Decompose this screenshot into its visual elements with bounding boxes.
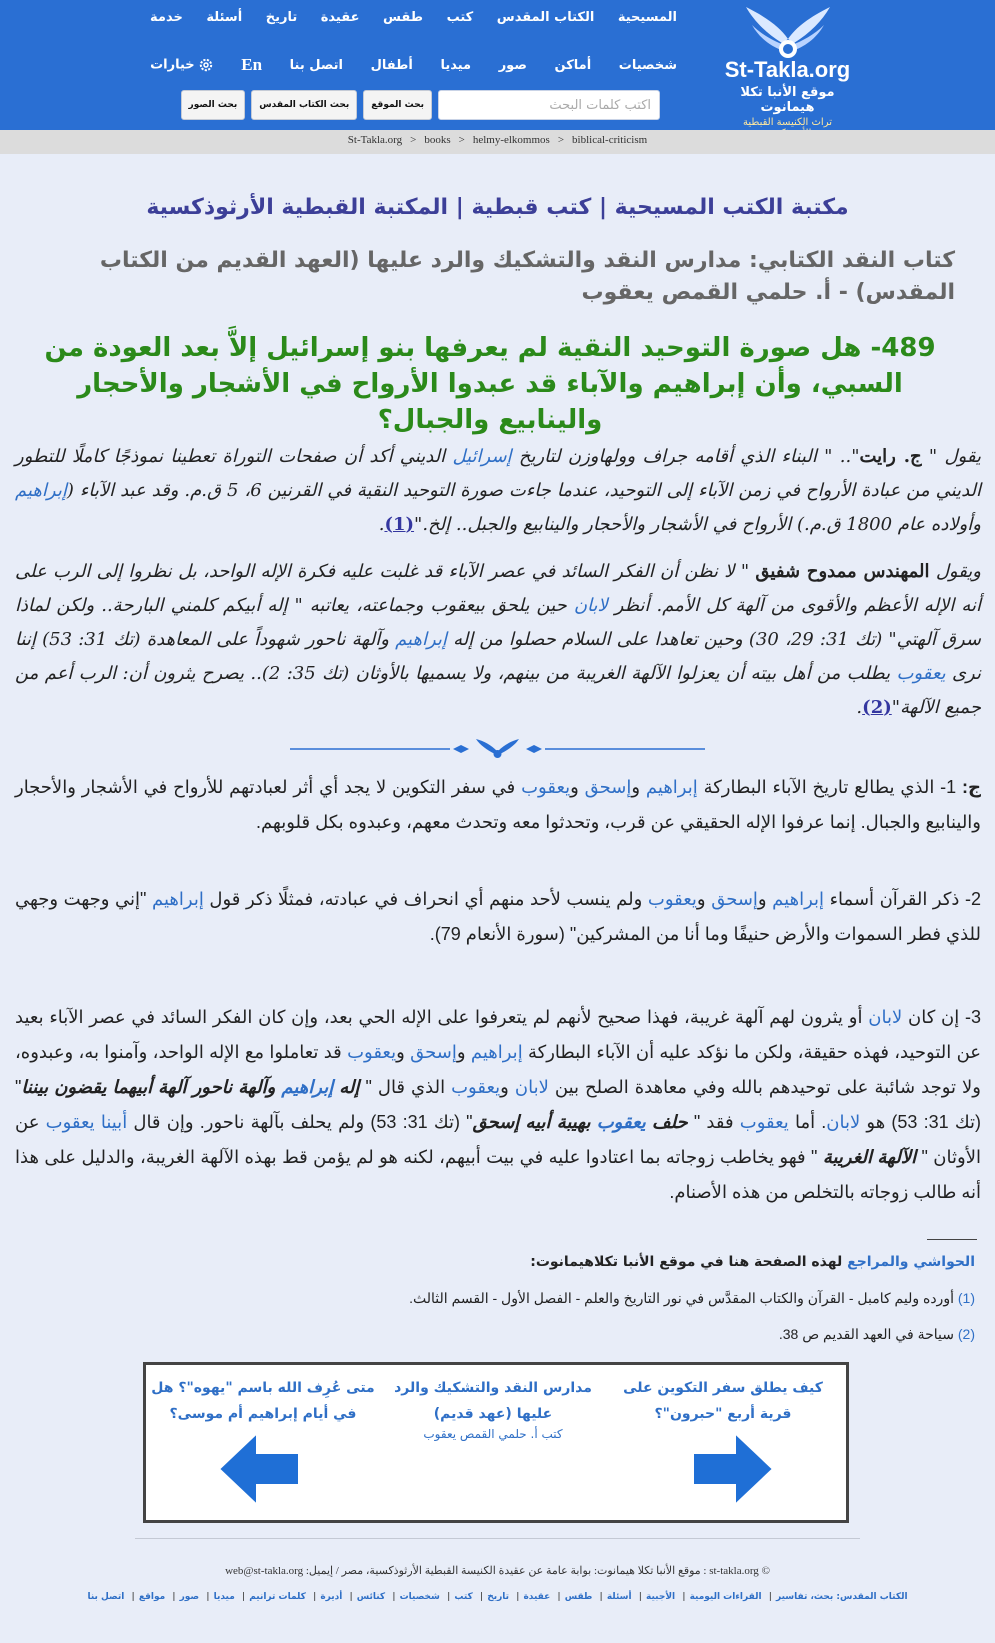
link-abraham[interactable]: إبراهيم xyxy=(152,889,204,909)
footer-separator: | xyxy=(241,1592,246,1602)
gear-icon xyxy=(198,57,214,73)
book-title: كتاب النقد الكتابي: مدارس النقد والتشكيك والرد عليها (العهد القديم من الكتاب المقدس) - أ. حلمي القمص يعقوب xyxy=(99,248,955,305)
footer-copyright-text: © st-takla.org : موقع الأنبا تكلا هيمانوت: بوابة عامة عن عقيدة الكنيسة القبطية الأرثوذكسية، مصر / إيميل: xyxy=(303,1565,770,1577)
text: " (تك 31: 53) هو xyxy=(15,1077,982,1132)
nav-media[interactable]: ميديا xyxy=(440,57,472,73)
nav-history[interactable]: تاريخ xyxy=(265,10,298,25)
quote-text: بهيبة أبيه إسحق xyxy=(472,1112,597,1132)
footer-separator: | xyxy=(682,1592,686,1602)
text: و xyxy=(500,1077,515,1097)
link-jacob[interactable]: يعقوب xyxy=(521,777,571,797)
footer-separator: | xyxy=(479,1592,484,1602)
text: وأولاده عام 1800 ق.م.) الأرواح في الأشجار والأحجار والينابيع والجبل.. إلخ." xyxy=(414,514,981,535)
nav-options-label: خيارات xyxy=(150,57,195,73)
quoted-author: ج. رايت xyxy=(859,446,922,467)
footer-email-link[interactable]: web@st-takla.org xyxy=(225,1565,304,1577)
breadcrumb-separator: > xyxy=(557,134,565,146)
text: . أما xyxy=(788,1112,827,1132)
footer-separator: | xyxy=(447,1592,451,1602)
footnote-number: (2) xyxy=(957,1326,975,1342)
quote-text: إله xyxy=(333,1077,360,1097)
text: و xyxy=(696,889,712,909)
text: و xyxy=(570,777,585,797)
text: ".. " البناء الذي أقامه جراف وولهاوزن لتاريخ xyxy=(511,446,860,467)
link-israel[interactable]: إسرائيل xyxy=(452,446,512,467)
text: 3- إن كان xyxy=(902,1007,981,1027)
link-isaac[interactable]: إسحق xyxy=(711,889,758,909)
text: عن الأوثان " xyxy=(15,1112,981,1167)
quote-text: حلف xyxy=(645,1112,688,1132)
arrow-right-icon[interactable] xyxy=(690,1430,776,1508)
link-jacob[interactable]: يعقوب xyxy=(451,1077,501,1097)
text: و xyxy=(757,889,773,909)
link-abraham[interactable]: إبراهيم xyxy=(281,1077,334,1097)
footer-link-monasteries[interactable]: أديرة xyxy=(320,1592,343,1602)
quoted-author: المهندس ممدوح شفيق xyxy=(755,561,930,582)
text: الديني أكد أن صفحات التوراة تعطينا نموذجًا كاملًا للتطور الديني من عبادة الأرواح في زمن الآباء إلى التوحيد، عندما جاءت صورة التوحيد النقية في القرنين 6، 5 ق.م. وقد عبد الآباء ( xyxy=(15,446,982,501)
link-abraham[interactable]: إبراهيم xyxy=(645,777,698,797)
text: يقول " xyxy=(921,446,981,467)
footer-separator: | xyxy=(206,1592,210,1602)
text: "إني وجهت وجهي للذي فطر السموات والأرض حنيفًا وما أنا من المشركين" (سورة الأنعام 79). xyxy=(15,889,981,944)
footer-copyright xyxy=(0,1564,995,1577)
breadcrumb-bar xyxy=(0,130,995,154)
text: " لا نظن أن الفكر السائد في عصر الآباء قد غلبت عليه فكرة الإله الواحد، بل نظروا إلى الرب على أنه الإله الأعظم والأقوى من آلهة كل الأمم. أنظر xyxy=(15,561,981,616)
link-laban[interactable]: لابان xyxy=(573,595,608,616)
footer-links xyxy=(0,1592,995,1602)
quote-text: الآلهة الغريبة xyxy=(822,1147,917,1167)
next-article-link[interactable]: كيف يطلق سفر التكوين على قرية أربع "حبرون"؟ xyxy=(623,1380,823,1422)
footer-separator: | xyxy=(172,1592,176,1602)
breadcrumb-author[interactable]: helmy-elkommos xyxy=(472,134,550,146)
footnote-ref-1[interactable]: (1) xyxy=(384,514,415,535)
nav-questions[interactable]: أسئلة xyxy=(206,10,243,25)
search-site-button[interactable]: بحث الموقع xyxy=(363,90,432,120)
breadcrumb-book[interactable]: biblical-criticism xyxy=(572,134,648,146)
text: حين يلحق بيعقوب وجماعته، يعاتبه " إله أبيكم كلمني البارحة.. ولكن لماذا سرق آلهتي" (تك 31: 29، 30) وحين تعاهدا على السلام حصلوا من إله xyxy=(15,595,982,650)
text: و xyxy=(456,1042,471,1062)
link-isaac[interactable]: إسحق xyxy=(584,777,632,797)
nav-christianity[interactable]: المسيحية xyxy=(617,10,677,25)
site-header xyxy=(0,0,995,130)
footer-link-characters[interactable]: شخصيات xyxy=(399,1592,440,1602)
nav-english[interactable]: En xyxy=(241,55,263,74)
brand-tagline: تراث الكنيسة القبطية xyxy=(743,117,832,128)
answer-paragraph-3 xyxy=(15,1000,981,1210)
article-navigation xyxy=(143,1362,849,1523)
link-isaac[interactable]: إسحق xyxy=(410,1042,457,1062)
text: و xyxy=(396,1042,411,1062)
footer-separator: | xyxy=(392,1592,396,1602)
search-input[interactable] xyxy=(438,90,660,120)
nav-characters[interactable]: شخصيات xyxy=(618,57,677,73)
footnotes-heading xyxy=(530,1254,975,1270)
text: و xyxy=(631,777,646,797)
nav-dogma[interactable]: عقيدة xyxy=(320,10,360,25)
previous-article-link[interactable]: متى عُرِف الله باسم "يهوه"؟ هل في أيام إبراهيم أم موسى؟ xyxy=(151,1380,375,1422)
text: وآلهة ناحور شهوداً على المعاهدة (تك 31: 53) إننا نرى xyxy=(15,629,981,684)
footer-link-history[interactable]: تاريخ xyxy=(487,1592,510,1602)
footer-separator: | xyxy=(768,1592,772,1602)
breadcrumb-separator: > xyxy=(458,134,465,146)
previous-article xyxy=(148,1375,378,1427)
footnote-ref-2[interactable]: (2) xyxy=(862,697,892,718)
text: 1- الذي يطالع تاريخ الآباء البطاركة xyxy=(697,777,963,797)
nav-options[interactable] xyxy=(150,57,214,73)
brand-subtitle: موقع الأنبا تكلا هيمانوت xyxy=(740,85,835,115)
text: . xyxy=(378,514,385,535)
breadcrumb-home[interactable]: St-Takla.org xyxy=(347,134,403,146)
footer-separator: | xyxy=(638,1592,643,1602)
footer-link-media[interactable]: ميديا xyxy=(213,1592,235,1602)
nav-books[interactable]: كتب xyxy=(446,10,474,25)
arrow-left-icon[interactable] xyxy=(216,1430,302,1508)
text: يطلب من أهل بيته أن يعزلوا الآلهة الغريبة من بينهم، ولا يسميها بالأوثان (تك 35: 2).. يصرح يثرون أن: الرب أعم من جميع الآلهة" xyxy=(15,663,981,718)
footer-link-pictures[interactable]: صور xyxy=(179,1592,200,1602)
link-laban[interactable]: لابان xyxy=(826,1112,861,1132)
footer-separator: | xyxy=(516,1592,520,1602)
winged-logo-icon xyxy=(740,5,836,63)
nav-rites[interactable]: طقس xyxy=(383,10,424,25)
footnotes-heading-link[interactable]: الحواشي والمراجع xyxy=(847,1254,975,1270)
footer-link-bible[interactable]: الكتاب المقدس: بحث، تفاسير xyxy=(775,1592,908,1602)
breadcrumb-books[interactable]: books xyxy=(424,134,451,146)
footer-link-questions[interactable]: أسئلة xyxy=(606,1592,632,1602)
text: " (تك 31: 53) ولم يحلف بآلهة ناحور. وإن قال xyxy=(127,1112,473,1132)
answer-label: ج: xyxy=(962,777,981,797)
link-jacob[interactable]: يعقوب xyxy=(596,1112,646,1132)
footnote-2 xyxy=(779,1326,975,1343)
link-our-father-jacob[interactable]: أبينا يعقوب xyxy=(45,1112,128,1132)
quote-text: وآلهة ناحور آلهة أبيهما يقضون بيننا xyxy=(21,1077,282,1097)
footer-separator: | xyxy=(131,1592,135,1602)
paragraph-1 xyxy=(15,440,981,542)
paragraph-2 xyxy=(15,555,981,725)
link-jacob[interactable]: يعقوب xyxy=(347,1042,397,1062)
book-author: كتب أ. حلمي القمص يعقوب xyxy=(423,1427,563,1441)
text: " فهو يخاطب زوجاته بما اعتادوا عليه في بيت أبيهم، لكنه هو لم يؤمن قط بهذه الآلهة الغريبة، والدليل على هذا أنه طالب زوجاته بالتخلص من هذه الأصنام. xyxy=(15,1147,981,1202)
breadcrumb-separator: > xyxy=(410,134,417,146)
text: أو يثرون لهم آلهة غريبة، فهذا صحيح لأنهم لم يتعرفوا على الإله الحي بعد، وإن كان الفكر السائد في عصر الآباء بعيد عن التوحيد، فهذه حقيقة، ولكن ما نؤكد عليه أن الآباء البطاركة xyxy=(15,1007,982,1062)
link-abraham[interactable]: إبراهيم xyxy=(470,1042,523,1062)
link-laban[interactable]: لابان xyxy=(514,1077,549,1097)
nav-contact[interactable]: اتصل بنا xyxy=(289,57,344,73)
text: فقد " xyxy=(687,1112,740,1132)
site-logo[interactable] xyxy=(720,5,855,128)
brand-name: St-Takla.org xyxy=(724,57,851,82)
footer-link-churches[interactable]: كنائس xyxy=(356,1592,386,1602)
text: ويقول xyxy=(929,561,982,582)
footer-link-hymn-lyrics[interactable]: كلمات ترانيم xyxy=(249,1592,306,1602)
text: قد تعاملوا مع الإله الواحد، وآمنوا به، وعبدوه، ولا توجد شائبة على توحيدهم بالله وفي معاهدة الصلح بين xyxy=(15,1042,981,1097)
main-nav-row-2 xyxy=(150,55,677,75)
footer-link-websites[interactable]: مواقع xyxy=(138,1592,166,1602)
text: ولم ينسب لأحد منهم أي انحراف في عبادته، فمثلًا ذكر قول xyxy=(203,889,648,909)
question-title: 489- هل صورة التوحيد النقية لم يعرفها بنو إسرائيل إلاَّ بعد العودة من السبي، وأن إبراهيم والآباء قد عبدوا الأرواح في الأشجار والأحجار والينابيع والجبال؟ xyxy=(44,333,936,435)
footnotes-rule xyxy=(927,1239,977,1240)
answer-paragraph-1 xyxy=(15,770,981,840)
link-abraham[interactable]: إبراهيم xyxy=(772,889,825,909)
next-article xyxy=(608,1375,838,1427)
search-bible-button[interactable]: بحث الكتاب المقدس xyxy=(251,90,357,120)
footnotes-heading-text: لهذه الصفحة هنا في موقع الأنبا تكلاهيمانوت: xyxy=(530,1254,848,1270)
library-title[interactable]: مكتبة الكتب المسيحية | كتب قبطية | المكتبة القبطية الأرثوذكسية xyxy=(146,195,849,220)
footnote-number: (1) xyxy=(957,1290,975,1306)
link-jacob[interactable]: يعقوب xyxy=(647,889,697,909)
footer-separator: | xyxy=(313,1592,317,1602)
footer-link-rites[interactable]: طقس xyxy=(564,1592,593,1602)
search-images-button[interactable]: بحث الصور xyxy=(181,90,246,120)
link-abraham[interactable]: إبراهيم xyxy=(395,629,447,650)
book-index xyxy=(378,1375,608,1441)
nav-places[interactable]: أماكن xyxy=(554,57,592,73)
link-jacob[interactable]: يعقوب xyxy=(896,663,946,684)
footer-separator: | xyxy=(599,1592,603,1602)
footer-link-daily-readings[interactable]: القراءات اليومية xyxy=(689,1592,762,1602)
footer-link-contact[interactable]: اتصل بنا xyxy=(87,1592,125,1602)
divider-ornament-icon xyxy=(290,737,705,761)
nav-bible[interactable]: الكتاب المقدس xyxy=(496,10,595,25)
text: . xyxy=(856,697,863,718)
link-abraham[interactable]: إبراهيم xyxy=(15,480,67,501)
nav-pictures[interactable]: صور xyxy=(498,57,527,73)
footnote-text: سياحة في العهد القديم ص 38. xyxy=(778,1326,958,1342)
footer-link-books[interactable]: كتب xyxy=(454,1592,473,1602)
breadcrumb xyxy=(0,134,995,146)
answer-paragraph-2 xyxy=(15,882,981,952)
footnote-1 xyxy=(409,1290,975,1307)
footer-rule xyxy=(135,1538,860,1539)
nav-service[interactable]: خدمة xyxy=(150,10,183,25)
footer-separator: | xyxy=(349,1592,353,1602)
footer-link-agpeya[interactable]: الأجبية xyxy=(646,1592,676,1602)
link-jacob[interactable]: يعقوب xyxy=(739,1112,789,1132)
footnote-text: أورده وليم كامبل - القرآن والكتاب المقدَّس في نور التاريخ والعلم - الفصل الأول - القسم الثالث. xyxy=(409,1290,958,1306)
main-nav-row-1 xyxy=(150,10,677,25)
footer-link-dogma[interactable]: عقيدة xyxy=(523,1592,551,1602)
text: 2- ذكر القرآن أسماء xyxy=(824,889,981,909)
search-bar xyxy=(181,90,660,120)
book-index-link[interactable]: مدارس النقد والتشكيك والرد عليها (عهد قديم) xyxy=(394,1380,592,1422)
link-laban[interactable]: لابان xyxy=(868,1007,903,1027)
footer-separator: | xyxy=(557,1592,561,1602)
text: في سفر التكوين لا يجد أي أثر لعبادتهم للأرواح في الأشجار والأحجار والينابيع والجبال. إنما عرفوا الإله الحقيقي عن قرب، وتحدثوا معه وتحدث معهم، وعبدوه بكل قلوبهم. xyxy=(15,777,981,832)
text: الذي قال " xyxy=(359,1077,452,1097)
nav-kids[interactable]: أطفال xyxy=(370,57,413,73)
